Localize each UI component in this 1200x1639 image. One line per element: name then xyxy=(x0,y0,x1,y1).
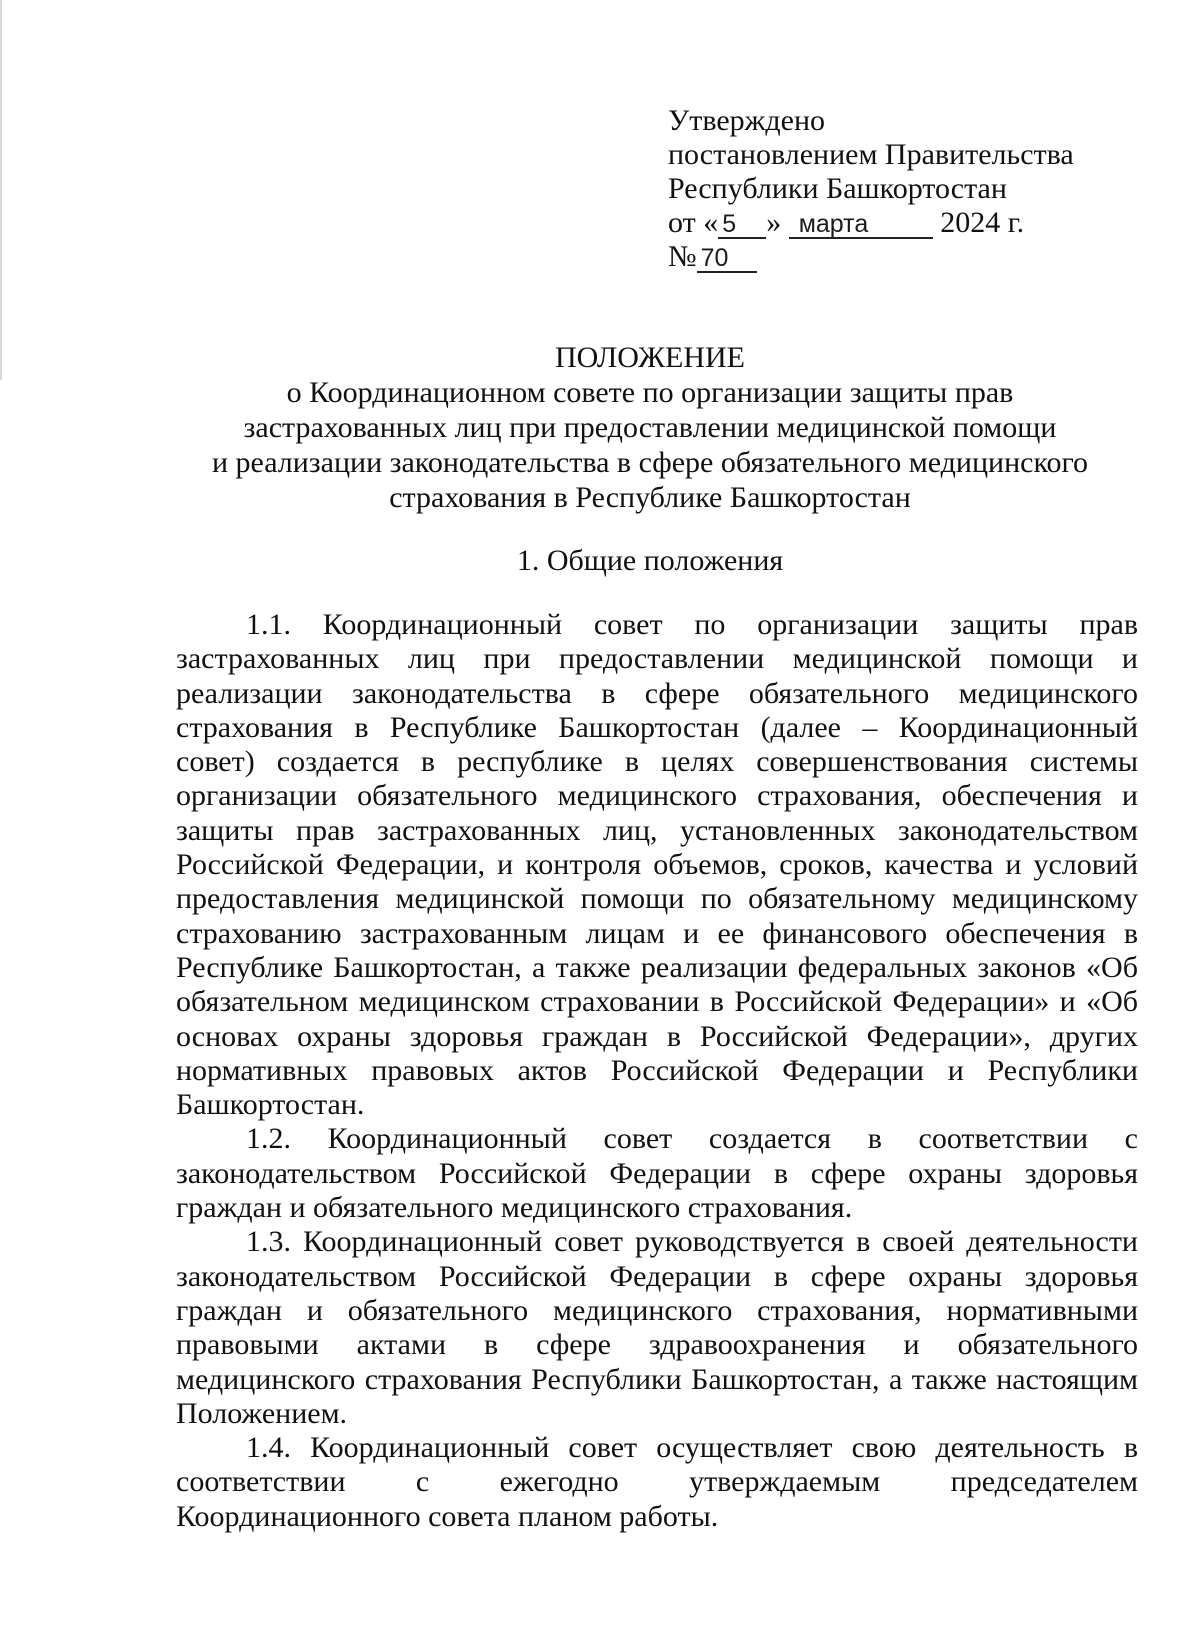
document-number: 70 xyxy=(697,245,757,273)
date-year: 2024 г. xyxy=(940,206,1025,239)
approval-date-line xyxy=(668,206,1074,240)
approval-line-resolution: постановлением Правительства xyxy=(668,138,1074,171)
date-month: марта xyxy=(789,211,933,239)
title-main: ПОЛОЖЕНИЕ xyxy=(555,341,745,374)
paragraph-1-1: 1.1. Координационный совет по организации защиты прав застрахованных лиц при предоставлении медицинской помощи и реализации законодательства в сфере обязательного медицинского страхования в Республике Башкортостан (далее – Координационный совет) создается в республике в целях совершенствования системы организации обязательного медицинского страхования, обеспечения и защиты прав застрахованных лиц, установленных законодательством Российской Федерации, и контроля объемов, сроков, качества и условий предоставления медицинской помощи по обязательному медицинскому страхованию застрахованным лицам и ее финансового обеспечения в Республике Башкортостан, а также реализации федеральных законов «Об обязательном медицинском страховании в Российской Федерации» и «Об основах охраны здоровья граждан в Российской Федерации», других нормативных правовых актов Российской Федерации и Республики Башкортостан. xyxy=(176,608,1138,1122)
title-line-2: застрахованных лиц при предоставлении медицинской помощи xyxy=(243,411,1057,444)
title-line-1: о Координационном совете по организации защиты прав xyxy=(286,376,1014,409)
paragraph-1-4: 1.4. Координационный совет осуществляет свою деятельность в соответствии с ежегодно утверждаемым председателем Координационного совета планом работы. xyxy=(176,1431,1138,1533)
document-body xyxy=(176,608,1138,1534)
scan-edge-mark xyxy=(0,0,2,380)
approval-line-approved: Утверждено xyxy=(668,104,826,137)
approval-line-republic: Республики Башкортостан xyxy=(668,172,1007,205)
date-day-suffix: » xyxy=(766,206,782,239)
date-day: 5 xyxy=(718,211,766,239)
approval-stamp-block xyxy=(668,104,1074,274)
title-line-3: и реализации законодательства в сфере обязательного медицинского xyxy=(211,446,1089,479)
section-heading: 1. Общие положения xyxy=(516,544,784,577)
approval-number-line xyxy=(668,240,1074,274)
title-line-4: страхования в Республике Башкортостан xyxy=(389,481,911,514)
date-prefix: от « xyxy=(668,206,719,239)
document-title xyxy=(150,340,1150,515)
paragraph-1-3: 1.3. Координационный совет руководствуется в своей деятельности законодательством Российской Федерации в сфере охраны здоровья граждан и обязательного медицинского страхования, нормативными правовыми актами в сфере здравоохранения и обязательного медицинского страхования Республики Башкортостан, а также настоящим Положением. xyxy=(176,1225,1138,1430)
number-label: № xyxy=(668,240,697,273)
paragraph-1-2: 1.2. Координационный совет создается в соответствии с законодательством Российской Федерации в сфере охраны здоровья граждан и обязательного медицинского страхования. xyxy=(176,1122,1138,1225)
